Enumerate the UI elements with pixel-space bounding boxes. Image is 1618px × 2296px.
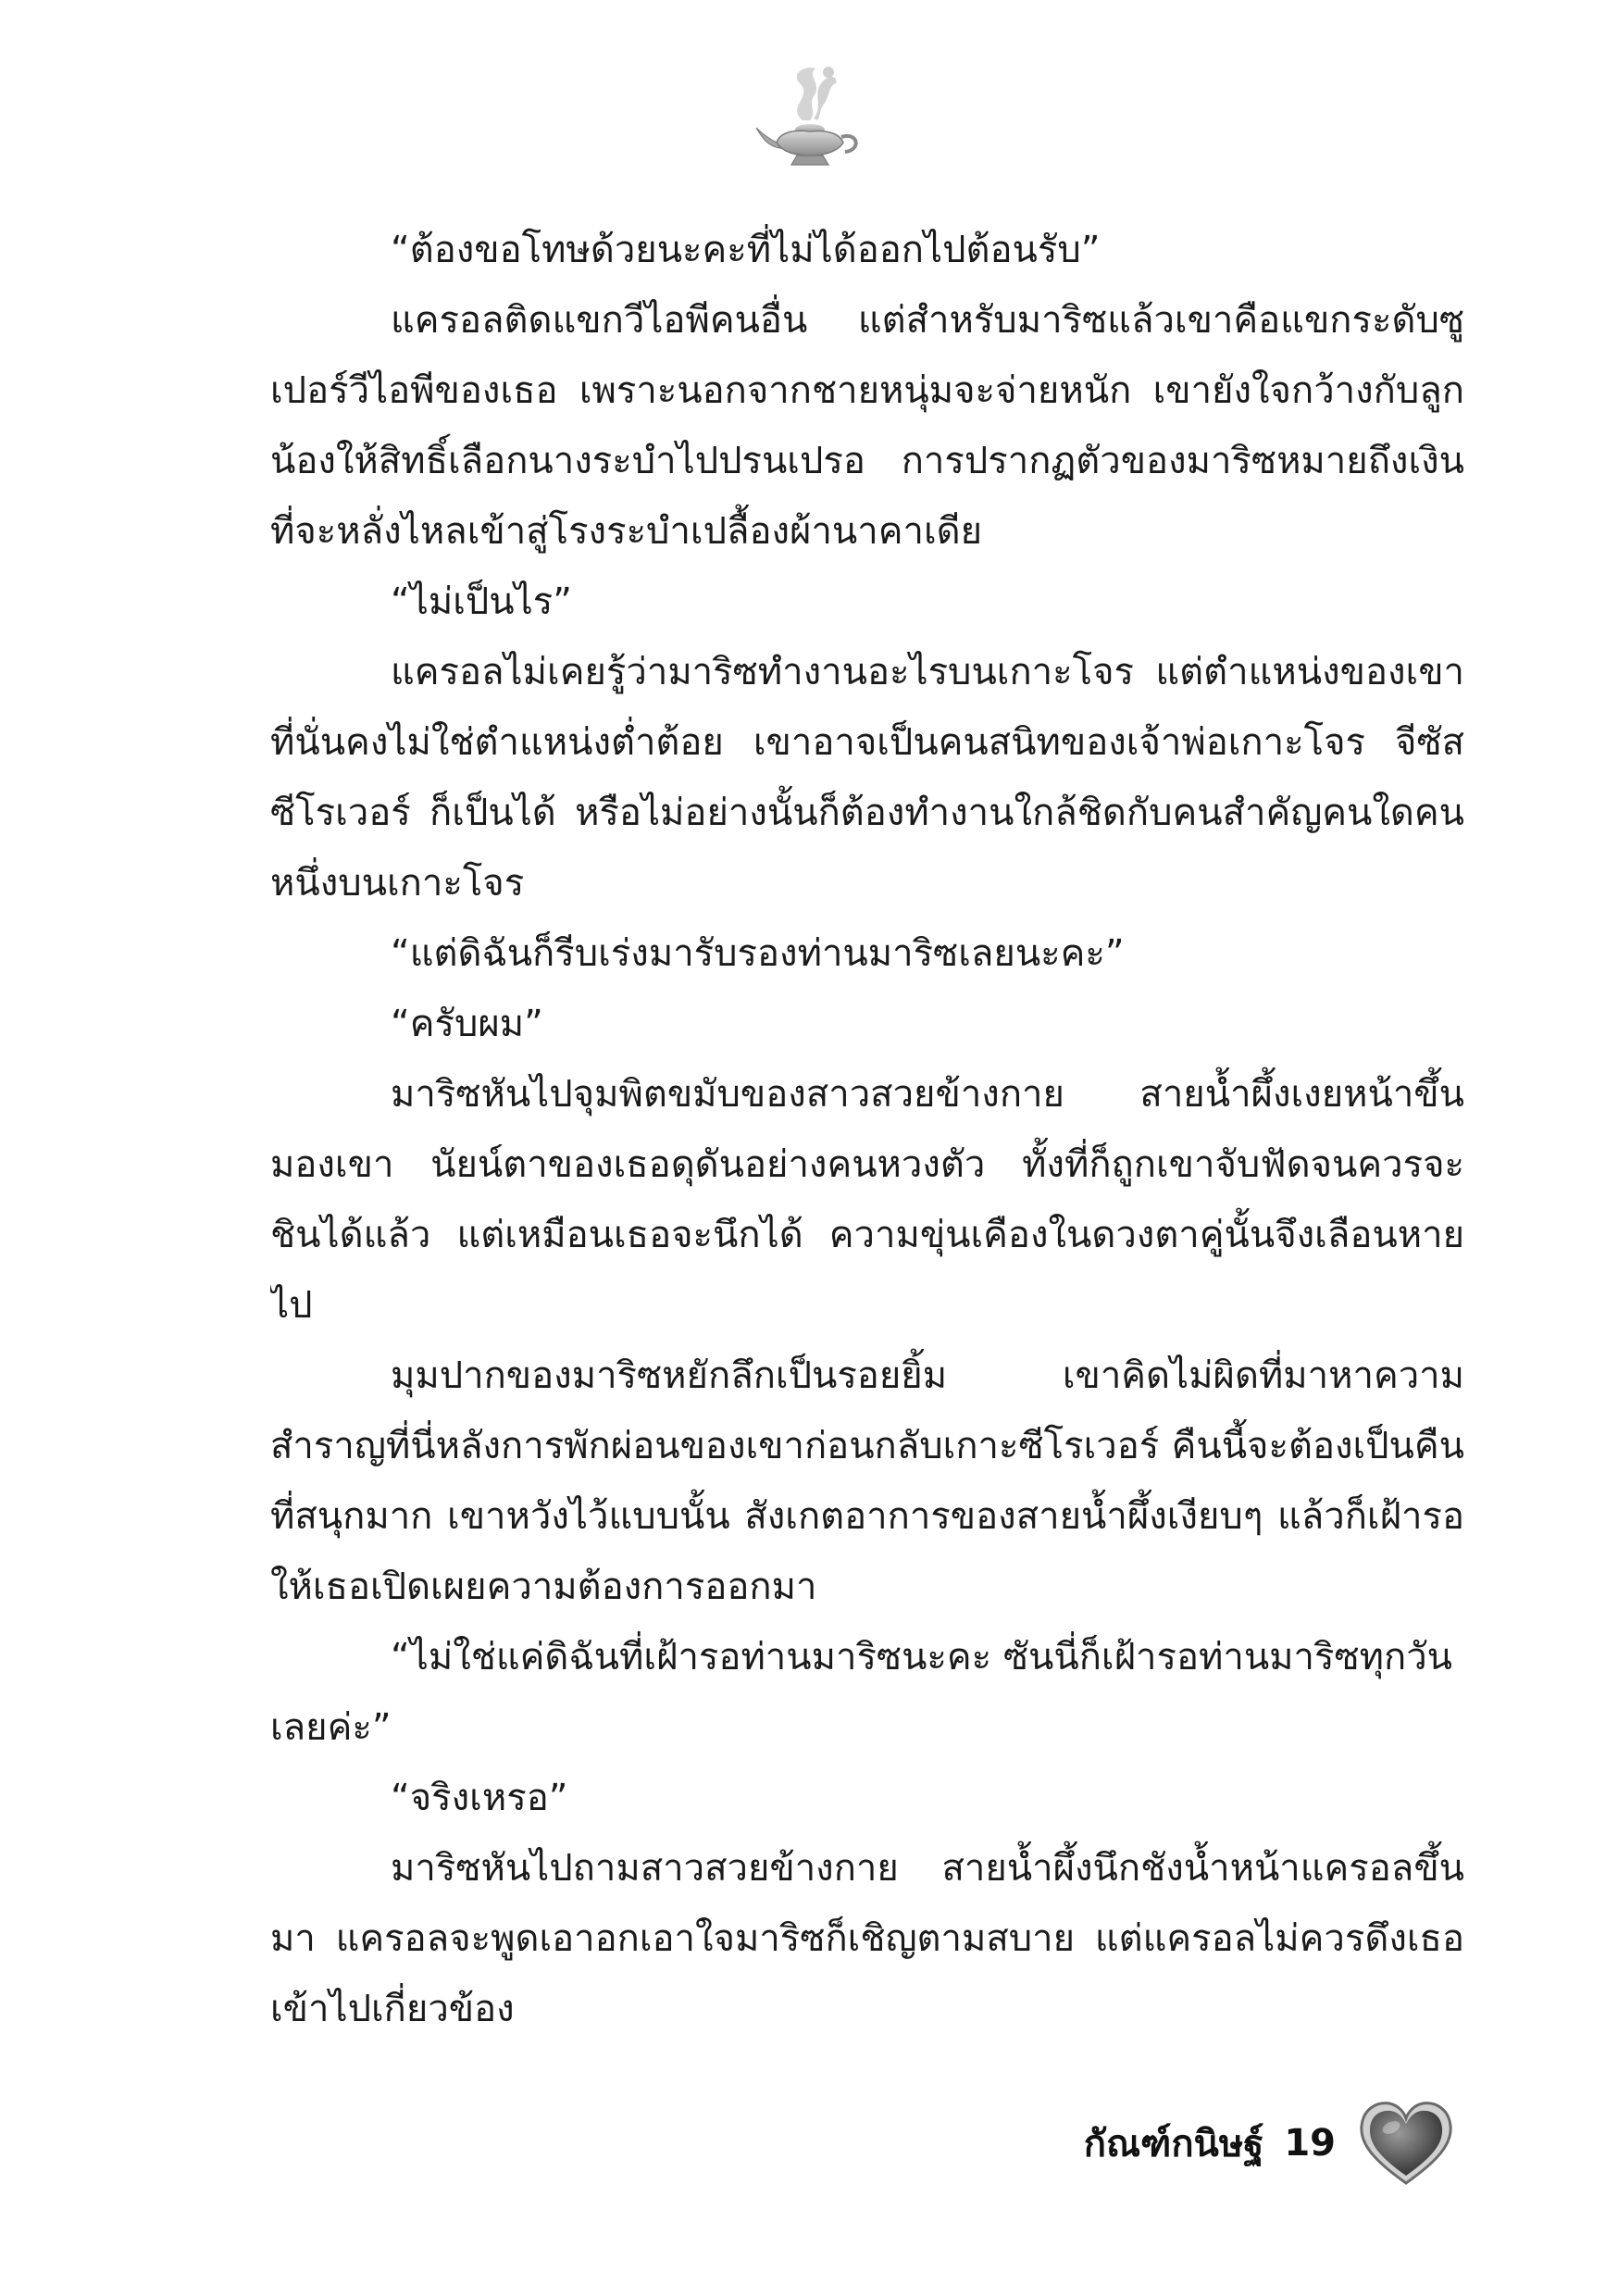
paragraph: แครอลติดแขกวีไอพีคนอื่น แต่สำหรับมาริซแล้วเขาคือแขกระดับซูเปอร์วีไอพีของเธอ เพราะนอกจากชายหนุ่มจะจ่ายหนัก เขายังใจกว้างกับลูกน้องให้สิทธิ์เลือกนางระบำไปปรนเปรอ การปรากฏตัวของมาริซหมายถึงเงินที่จะหลั่งไหลเข้าสู่โรงระบำเปลื้องผ้านาคาเดีย (270, 299, 1464, 553)
page-number: 19 (1284, 2122, 1336, 2165)
paragraph: มุมปากของมาริซหยักลึกเป็นรอยยิ้ม เขาคิดไม่ผิดที่มาหาความสำราญที่นี่หลังการพักผ่อนของเขาก่อนกลับเกาะซีโรเวอร์ คืนนี้จะต้องเป็นคืนที่สนุกมาก เขาหวังไว้แบบนั้น สังเกตอาการของสายน้ำผึ้งเงียบๆ แล้วก็เฝ้ารอให้เธอเปิดเผยความต้องการออกมา (270, 1354, 1464, 1608)
paragraph: “ไม่เป็นไร” (391, 580, 572, 623)
paragraph: “ครับผม” (391, 1003, 543, 1045)
page-body (270, 215, 1464, 2066)
paragraph: “ไม่ใช่แค่ดิฉันที่เฝ้ารอท่านมาริซนะคะ ซันนี่ก็เฝ้ารอท่านมาริซทุกวันเลยค่ะ” (270, 1636, 1453, 1749)
heart-icon (1356, 2098, 1456, 2189)
paragraph: “ต้องขอโทษด้วยนะคะที่ไม่ได้ออกไปต้อนรับ” (391, 229, 1101, 271)
paragraph: “แต่ดิฉันก็รีบเร่งมารับรองท่านมาริซเลยนะคะ” (391, 932, 1125, 975)
paragraph: มาริซหันไปจุมพิตขมับของสาวสวยข้างกาย สายน้ำผึ้งเงยหน้าขึ้นมองเขา นัยน์ตาของเธอดุดันอย่างคนหวงตัว ทั้งที่ก็ถูกเขาจับฟัดจนควรจะชินได้แล้ว แต่เหมือนเธอจะนึกได้ ความขุ่นเคืองในดวงตาคู่นั้นจึงเลือนหายไป (270, 1073, 1464, 1327)
author-name: กัณฑ์กนิษฐ์ (1083, 2123, 1264, 2165)
paragraph: “จริงเหรอ” (391, 1777, 568, 1819)
paragraph: มาริซหันไปถามสาวสวยข้างกาย สายน้ำผึ้งนึกชังน้ำหน้าแครอลขึ้นมา แครอลจะพูดเอาอกเอาใจมาริซก็เชิญตามสบาย แต่แครอลไม่ควรดึงเธอเข้าไปเกี่ยวข้อง (270, 1847, 1464, 2030)
paragraph: แครอลไม่เคยรู้ว่ามาริซทำงานอะไรบนเกาะโจร แต่ตำแหน่งของเขาที่นั่นคงไม่ใช่ตำแหน่งต่ำต้อย เขาอาจเป็นคนสนิทของเจ้าพ่อเกาะโจร จีซัส ซีโรเวอร์ ก็เป็นได้ หรือไม่อย่างนั้นก็ต้องทำงานใกล้ชิดกับคนสำคัญคนใดคนหนึ่งบนเกาะโจร (270, 651, 1464, 905)
genie-lamp-icon (749, 56, 869, 176)
page-footer (1084, 2092, 1456, 2194)
